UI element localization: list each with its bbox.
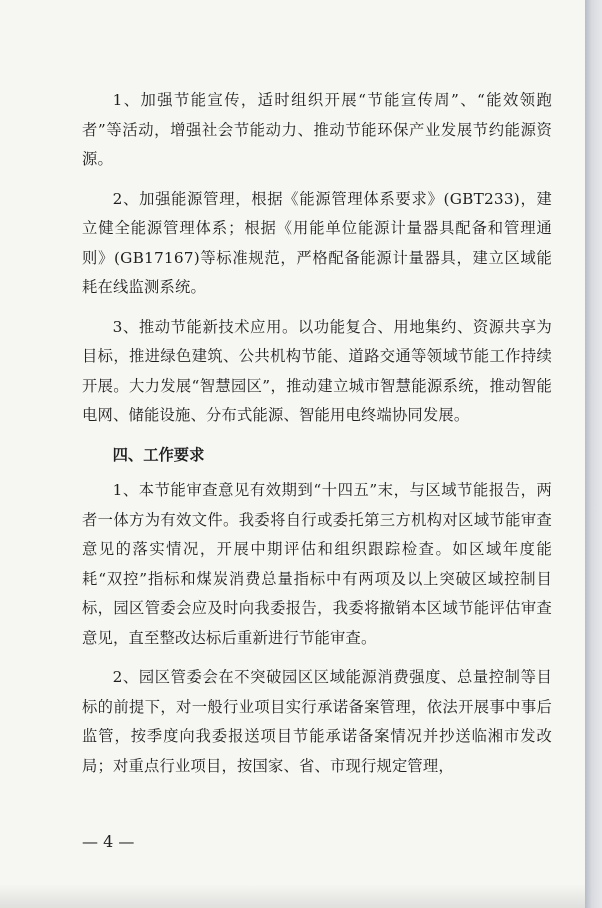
paragraph-2: 2、加强能源管理，根据《能源管理体系要求》(GBT233)，建立健全能源管理体系；根据《用能单位能源计量器具配备和管理通则》(GB17167)等标准规范，严格配备能源计量器具，建立区域能耗在线监测系统。 [82,189,552,296]
section-paragraph-1: 1、本节能审查意见有效期到“十四五”末，与区域节能报告，两者一体方为有效文件。我委将自行或委托第三方机构对区域节能审查意见的落实情况，开展中期评估和组织跟踪检查。如区域年度能耗“双控”指标和煤炭消费总量指标中有两项及以上突破区域控制目标，园区管委会应及时向我委报告，我委将撤销本区域节能评估审查意见，直至整改达标后重新进行节能审查。 [82,481,552,647]
section-heading: 四、工作要求 [112,445,205,464]
section-paragraph-2: 2、园区管委会在不突破园区区域能源消费强度、总量控制等目标的前提下，对一般行业项目实行承诺备案管理，依法开展事中事后监管，按季度向我委报送项目节能承诺备案情况并抄送临湘市发改局；对重点行业项目，按国家、省、市现行规定管理， [82,668,552,775]
document-body [82,86,552,791]
paragraph-1: 1、加强节能宣传，适时组织开展“节能宣传周”、“能效领跑者”等活动，增强社会节能动力、推动节能环保产业发展节约能源资源。 [82,91,552,168]
paragraph-3: 3、推动节能新技术应用。以功能复合、用地集约、资源共享为目标，推进绿色建筑、公共机构节能、道路交通等领域节能工作持续开展。大力发展“智慧园区”，推动建立城市智慧能源系统，推动智能电网、储能设施、分布式能源、智能用电终端协同发展。 [82,317,552,424]
page-right-edge [585,0,602,908]
page-bottom-shadow [0,884,585,908]
page-number: — 4 — [82,832,135,851]
